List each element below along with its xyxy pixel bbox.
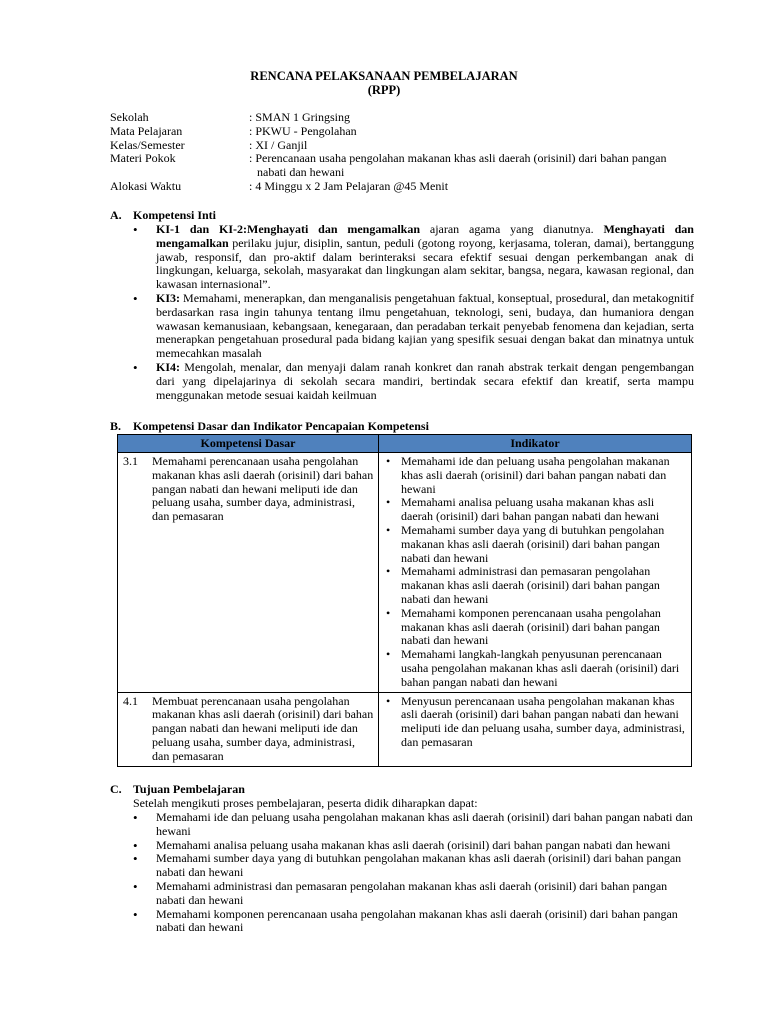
- kd-text: Memahami perencanaan usaha pengolahan makanan khas asli daerah (orisinil) dari bahan pangan nabati dan hewani meliputi ide dan peluang usaha, sumber daya, administrasi, dan pemasaran: [152, 454, 374, 524]
- column-header-indikator: Indikator: [379, 435, 692, 453]
- indicator-item: • Memahami langkah-langkah penyusunan perencanaan usaha pengolahan makanan khas asli daerah (orisinil) dari bahan pangan nabati dan hewani: [384, 648, 687, 689]
- section-a-heading: [110, 209, 216, 223]
- ki-text: ajaran agama yang dianutnya.: [420, 222, 604, 236]
- ki-text: Mengolah, menalar, dan menyaji dalam ranah konkret dan ranah abstrak terkait dengan pengembangan dari yang dipelajarinya di sekolah secara mandiri, bertindak secara efektif dan kreatif, serta mampu menggunakan metode sesuai kaidah keilmuan: [156, 359, 694, 402]
- identity-label: Mata Pelajaran: [110, 123, 183, 138]
- identity-label: Sekolah: [110, 110, 149, 124]
- indicator-cell: [379, 453, 692, 693]
- table-header-row: [118, 435, 692, 453]
- kd-number: 4.1: [123, 693, 138, 708]
- list-item: [133, 223, 694, 292]
- ki-label: KI4:: [156, 359, 180, 374]
- identity-table: [110, 111, 670, 194]
- list-item: [133, 361, 694, 402]
- indicator-list: [384, 455, 687, 690]
- identity-row: [110, 111, 670, 125]
- section-letter: B.: [110, 419, 122, 433]
- tujuan-list: [133, 811, 694, 935]
- page-title: [0, 69, 768, 97]
- section-c-intro: Setelah mengikuti proses pembelajaran, peserta didik diharapkan dapat:: [133, 796, 478, 810]
- identity-value: XI / Ganjil: [255, 137, 308, 152]
- title-line-1: RENCANA PELAKSANAAN PEMBELAJARAN: [250, 69, 518, 83]
- identity-value: SMAN 1 Gringsing: [255, 110, 351, 124]
- ki-label: KI3:: [156, 290, 180, 305]
- list-item: • Memahami ide dan peluang usaha pengolahan makanan khas asli daerah (orisinil) dari bahan pangan nabati dan hewani: [133, 811, 694, 839]
- section-c-heading: [110, 783, 245, 797]
- identity-value: PKWU - Pengolahan: [255, 123, 357, 138]
- kd-number: 3.1: [123, 454, 138, 468]
- identity-value: 4 Minggu x 2 Jam Pelajaran @45 Menit: [255, 178, 449, 193]
- ki-text: perilaku jujur, disiplin, santun, peduli (gotong royong, kerjasama, toleran, damai), bertanggung jawab, responsif, dan pro-aktif dalam berinteraksi secara efektif sesuai dengan perkembangan anak di lingkungan, keluarga, sekolah, masyarakat dan lingkungan alam sekitar, bangsa, negara, kawasan regional, dan kawasan internasional”.: [156, 235, 694, 292]
- list-item: • Memahami administrasi dan pemasaran pengolahan makanan khas asli daerah (orisinil) dari bahan pangan nabati dan hewani: [133, 880, 694, 908]
- list-item: [133, 292, 694, 361]
- ki-text: Memahami, menerapkan, dan menganalisis pengetahuan faktual, konseptual, prosedural, dan metakognitif berdasarkan rasa ingin tahunya tentang ilmu pengetahuan, teknologi, seni, budaya, dan humaniora dengan wawasan kemanusiaan, kebangsaan, kenegaraan, dan peradaban terkait penyebab fenomena dan kejadian, serta menerapkan pengetahuan prosedural pada bidang kajian yang spesifik sesuai dengan bakat dan minatnya untuk memecahkan masalah: [156, 290, 694, 361]
- identity-label: Kelas/Semester: [110, 137, 185, 152]
- section-b-heading: [110, 420, 429, 434]
- section-title: Tujuan Pembelajaran: [133, 782, 245, 796]
- separator: :: [249, 178, 253, 193]
- identity-value: Perencanaan usaha pengolahan makanan khas asli daerah (orisinil) dari bahan pangan nabati dan hewani: [255, 151, 667, 180]
- indicator-item: • Memahami ide dan peluang usaha pengolahan makanan khas asli daerah (orisinil) dari bahan pangan nabati dan hewani: [384, 455, 687, 496]
- ki-label: KI-1 dan KI-2:Menghayati dan mengamalkan: [156, 222, 421, 236]
- column-header-kd: Kompetensi Dasar: [118, 435, 379, 453]
- kd-text: Membuat perencanaan usaha pengolahan makanan khas asli daerah (orisinil) dari bahan pangan nabati dan hewani meliputi ide dan peluang usaha, sumber daya, administrasi, dan pemasaran: [152, 693, 374, 763]
- section-letter: A.: [110, 208, 122, 222]
- identity-row: [110, 125, 670, 139]
- ki-label: Menghayati dan mengamalkan: [156, 222, 694, 250]
- section-title: Kompetensi Inti: [133, 208, 217, 222]
- section-letter: C.: [110, 782, 122, 796]
- identity-row: [110, 139, 670, 153]
- separator: :: [249, 137, 253, 152]
- kompetensi-inti-list: [133, 223, 694, 402]
- title-line-2: (RPP): [367, 83, 401, 97]
- separator: :: [249, 110, 253, 124]
- indicator-cell: [379, 692, 692, 766]
- indicator-list: [384, 695, 687, 750]
- indicator-item: • Memahami administrasi dan pemasaran pengolahan makanan khas asli daerah (orisinil) dari bahan pangan nabati dan hewani: [384, 565, 687, 606]
- list-item: • Memahami analisa peluang usaha makanan khas asli daerah (orisinil) dari bahan pangan nabati dan hewani: [133, 839, 694, 853]
- identity-label: Materi Pokok: [110, 151, 176, 166]
- separator: :: [249, 123, 253, 138]
- identity-label: Alokasi Waktu: [110, 178, 182, 193]
- indicator-item: • Memahami sumber daya yang di butuhkan pengolahan makanan khas asli daerah (orisinil) dari bahan pangan nabati dan hewani: [384, 524, 687, 565]
- indicator-item: • Memahami komponen perencanaan usaha pengolahan makanan khas asli daerah (orisinil) dari bahan pangan nabati dan hewani: [384, 607, 687, 648]
- list-item: • Memahami komponen perencanaan usaha pengolahan makanan khas asli daerah (orisinil) dari bahan pangan nabati dan hewani: [133, 908, 694, 936]
- kd-indicator-table: [117, 434, 692, 767]
- indicator-item: • Memahami analisa peluang usaha makanan khas asli daerah (orisinil) dari bahan pangan nabati dan hewani: [384, 496, 687, 524]
- kd-cell: [118, 692, 379, 766]
- identity-row: [110, 180, 670, 194]
- section-title: Kompetensi Dasar dan Indikator Pencapaian Kompetensi: [133, 419, 429, 433]
- list-item: • Memahami sumber daya yang di butuhkan pengolahan makanan khas asli daerah (orisinil) dari bahan pangan nabati dan hewani: [133, 852, 694, 880]
- separator: :: [249, 151, 253, 166]
- indicator-item: • Menyusun perencanaan usaha pengolahan makanan khas asli daerah (orisinil) dari bahan pangan nabati dan hewani meliputi ide dan peluang usaha, sumber daya, administrasi, dan pemasaran: [384, 695, 687, 750]
- table-row: [118, 692, 692, 766]
- table-row: [118, 453, 692, 693]
- kd-cell: [118, 453, 379, 693]
- identity-row: [110, 152, 670, 180]
